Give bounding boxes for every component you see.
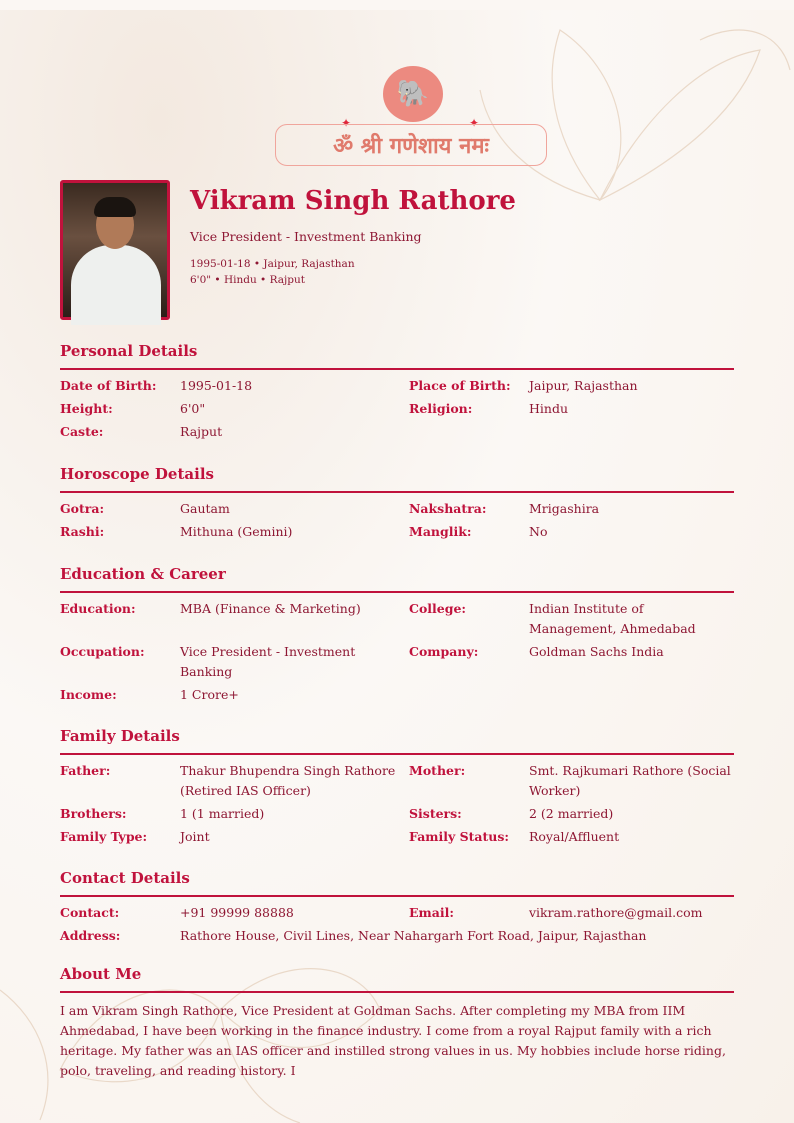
field-label: Address: <box>60 928 121 943</box>
field-label: Gotra: <box>60 501 105 516</box>
field-label: Date of Birth: <box>60 378 157 393</box>
field-value: 1 Crore+ <box>180 687 239 702</box>
field-label: College: <box>409 601 467 616</box>
field-label: Rashi: <box>60 524 105 539</box>
field-label: Sisters: <box>409 806 462 821</box>
field-label: Family Type: <box>60 829 148 844</box>
section-heading: Contact Details <box>60 869 734 897</box>
details-grid <box>60 599 734 708</box>
field-value: Royal/Affluent <box>529 829 620 844</box>
section-horoscope-details <box>60 465 734 545</box>
section-heading: About Me <box>60 965 734 993</box>
section-heading: Family Details <box>60 727 734 755</box>
field-label: Manglik: <box>409 524 472 539</box>
section-heading: Horoscope Details <box>60 465 734 493</box>
details-grid <box>60 376 734 445</box>
field-value: Mithuna (Gemini) <box>180 524 293 539</box>
field-label: Place of Birth: <box>409 378 511 393</box>
sparkle-icon: ✦ <box>469 116 480 130</box>
field-value: Thakur Bhupendra Singh Rathore (Retired IAS Officer) <box>180 763 396 798</box>
sparkle-icon: ✦ <box>341 116 352 130</box>
field-label: Religion: <box>409 401 473 416</box>
field-value: vikram.rathore@gmail.com <box>529 905 703 920</box>
field-label: Father: <box>60 763 111 778</box>
field-label: Contact: <box>60 905 120 920</box>
field-label: Email: <box>409 905 454 920</box>
field-label: Nakshatra: <box>409 501 487 516</box>
section-heading: Personal Details <box>60 342 734 370</box>
section-education-career <box>60 565 734 708</box>
field-label: Company: <box>409 644 479 659</box>
about-text: I am Vikram Singh Rathore, Vice President at Goldman Sachs. After completing my MBA from IIM Ahmedabad, I have been working in the finance industry. I come from a royal Rajput family with a rich heritage. My father was an IAS officer and instilled strong values in us. My hobbies include horse riding, polo, traveling, and reading history. I <box>60 1003 726 1078</box>
field-value: Goldman Sachs India <box>529 644 664 659</box>
field-label: Brothers: <box>60 806 127 821</box>
field-value: Smt. Rajkumari Rathore (Social Worker) <box>529 763 731 798</box>
field-label: Education: <box>60 601 136 616</box>
spacer <box>409 422 734 445</box>
meta-line: 1995-01-18 • Jaipur, Rajasthan <box>190 258 355 270</box>
field-value: Hindu <box>529 401 569 416</box>
field-value: No <box>529 524 548 539</box>
spacer <box>409 685 734 708</box>
profile-name: Vikram Singh Rathore <box>190 186 516 216</box>
field-label: Height: <box>60 401 113 416</box>
field-value: 1 (1 married) <box>180 806 265 821</box>
section-contact-details <box>60 869 734 949</box>
field-value: Joint <box>180 829 210 844</box>
field-value: Vice President - Investment Banking <box>180 644 356 679</box>
field-value: Rajput <box>180 424 223 439</box>
field-value: 6'0" <box>180 401 206 416</box>
details-grid <box>60 499 734 545</box>
details-grid <box>60 903 734 949</box>
profile-photo <box>60 180 170 320</box>
field-label: Income: <box>60 687 117 702</box>
field-value: +91 99999 88888 <box>180 905 294 920</box>
field-value: Jaipur, Rajasthan <box>529 378 638 393</box>
field-value: Mrigashira <box>529 501 600 516</box>
section-about-me <box>60 965 734 1078</box>
field-value: Rathore House, Civil Lines, Near Nahargarh Fort Road, Jaipur, Rajasthan <box>180 928 647 943</box>
field-label: Family Status: <box>409 829 510 844</box>
field-value: MBA (Finance & Marketing) <box>180 601 361 616</box>
invocation-banner: ॐ श्री गणेशाय नमः <box>275 124 547 166</box>
section-family-details <box>60 727 734 850</box>
meta-line: 6'0" • Hindu • Rajput <box>190 274 305 286</box>
field-label: Mother: <box>409 763 466 778</box>
section-heading: Education & Career <box>60 565 734 593</box>
details-grid <box>60 761 734 850</box>
field-value: Indian Institute of Management, Ahmedabad <box>529 601 696 636</box>
ganesha-emblem-icon: 🐘 <box>383 66 443 122</box>
field-label: Occupation: <box>60 644 145 659</box>
profile-meta <box>190 256 355 288</box>
field-value: Gautam <box>180 501 230 516</box>
profile-title: Vice President - Investment Banking <box>190 229 422 244</box>
field-value: 1995-01-18 <box>180 378 253 393</box>
section-personal-details <box>60 342 734 445</box>
field-label: Caste: <box>60 424 104 439</box>
field-value: 2 (2 married) <box>529 806 614 821</box>
